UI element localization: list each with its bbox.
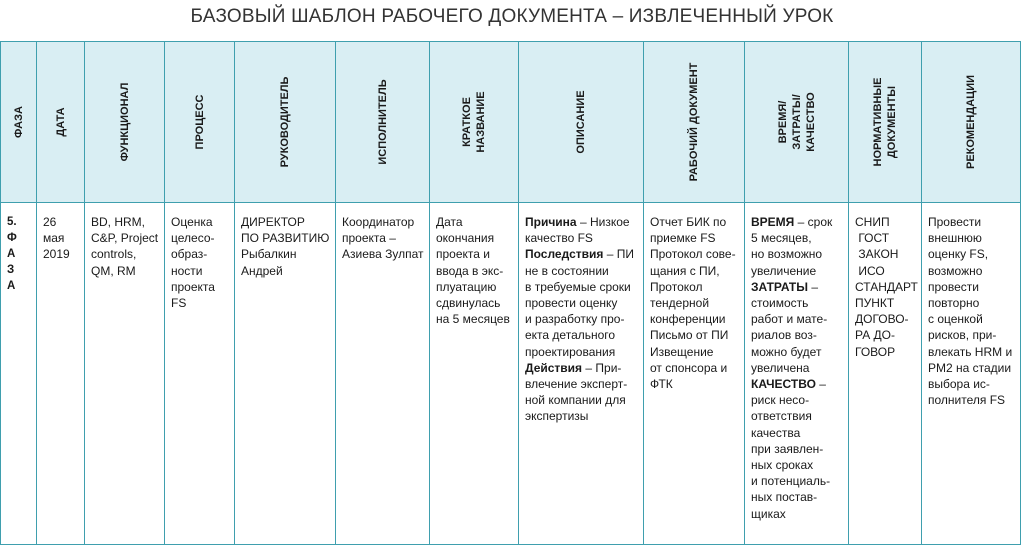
cell-description <box>519 203 644 545</box>
header-label: КРАТКОЕ НАЗВАНИЕ <box>461 91 487 153</box>
lessons-learned-table <box>0 41 1021 545</box>
cost-label: ЗАТРАТЫ <box>751 279 809 294</box>
header-label: ДАТА <box>54 107 67 137</box>
cost-text: – стоимость работ и мате- риалов воз- можно будет увеличена <box>751 279 828 375</box>
normative-docs-value: СНИП ГОСТ ЗАКОН ИСО СТАНДАРТ ПУНКТ ДОГОВО- РА ДО- ГОВОР <box>855 215 918 359</box>
cell-short-name <box>430 203 519 545</box>
quality-label: КАЧЕСТВО <box>751 377 816 392</box>
description-value <box>525 214 639 425</box>
cell-time-cost-quality <box>745 203 849 545</box>
header-row <box>1 42 1021 203</box>
date-value: 26 мая 2019 <box>43 215 70 262</box>
header-cell-recommendations <box>922 42 1021 203</box>
header-cell-description <box>519 42 644 203</box>
header-cell-functional <box>85 42 165 203</box>
header-label: РЕКОМЕНДАЦИИ <box>965 74 977 170</box>
header-cell-normative-docs <box>849 42 922 203</box>
header-cell-executor <box>336 42 430 203</box>
header-label: ФАЗА <box>12 106 25 138</box>
header-label: ВРЕМЯ/ ЗАТРАТЫ/ КАЧЕСТВО <box>776 92 817 152</box>
time-text: – срок 5 месяцев, но возможно увеличение <box>751 215 833 278</box>
header-cell-process <box>165 42 235 203</box>
executor-value: Координатор проекта – Азиева Зулпат <box>342 215 424 262</box>
recommendations-value: Провести внешнюю оценку FS, возможно провести повторно с оценкой рисков, при- влекать HRM и PM2 на стадии выбора ис- полнителя FS <box>928 215 1013 408</box>
actions-text: – При- влечение эксперт- ной компании для экспертизы <box>525 360 628 424</box>
cell-functional <box>85 203 165 545</box>
header-cell-phase <box>1 42 37 203</box>
header-cell-short-name <box>430 42 519 203</box>
work-document-value: Отчет БИК по приемке FS Протокол сове- щания с ПИ, Протокол тендерной конференции Письмо от ПИ Извещение от спонсора и ФТК <box>650 215 736 392</box>
quality-text: – риск несо- ответствия качества при заявлен- ных сроках и потенциаль- ных постав- щиках <box>751 377 831 521</box>
header-cell-work-document <box>644 42 745 203</box>
header-cell-manager <box>235 42 336 203</box>
cell-process <box>165 203 235 545</box>
process-value: Оценка целесо- образ- ности проекта FS <box>171 215 215 311</box>
header-label: ОПИСАНИЕ <box>575 90 587 154</box>
header-label: ПРОЦЕСС <box>193 94 206 150</box>
functional-value: BD, HRM, C&P, Project controls, QM, RM <box>91 215 159 278</box>
cell-recommendations <box>922 203 1021 545</box>
cell-manager <box>235 203 336 545</box>
actions-label: Действия <box>525 360 583 375</box>
cause-text: – Низкое качество FS <box>525 215 630 246</box>
short-name-value: Дата окончания проекта и ввода в экс- плуатацию сдвинулась на 5 месяцев <box>436 215 510 327</box>
cell-date <box>37 203 85 545</box>
cell-executor <box>336 203 430 545</box>
header-label: ИСПОЛНИТЕЛЬ <box>376 79 389 165</box>
cell-normative-docs <box>849 203 922 545</box>
header-cell-time-cost-quality <box>745 42 849 203</box>
header-label: РУКОВОДИТЕЛЬ <box>279 76 291 168</box>
document-title: БАЗОВЫЙ ШАБЛОН РАБОЧЕГО ДОКУМЕНТА – ИЗВЛЕЧЕННЫЙ УРОК <box>190 6 834 27</box>
header-label: РАБОЧИЙ ДОКУМЕНТ <box>688 62 700 182</box>
phase-value: 5. Ф А З А <box>7 216 17 292</box>
consequence-text: – ПИ не в состоянии в требуемые сроки провести оценку и разработку про- екта детального проектирования <box>525 247 634 359</box>
header-label: ФУНКЦИОНАЛ <box>118 82 131 162</box>
header-cell-date <box>37 42 85 203</box>
time-cost-quality-value <box>751 214 844 522</box>
consequence-label: Последствия <box>525 247 604 262</box>
cell-work-document <box>644 203 745 545</box>
manager-value: ДИРЕКТОР ПО РАЗВИТИЮ Рыбалкин Андрей <box>241 215 330 278</box>
header-label: НОРМАТИВНЫЕ ДОКУМЕНТЫ <box>872 77 898 167</box>
time-label: ВРЕМЯ <box>751 215 795 229</box>
cell-phase <box>1 203 37 545</box>
cause-label: Причина <box>525 215 577 229</box>
table-row <box>1 203 1021 545</box>
